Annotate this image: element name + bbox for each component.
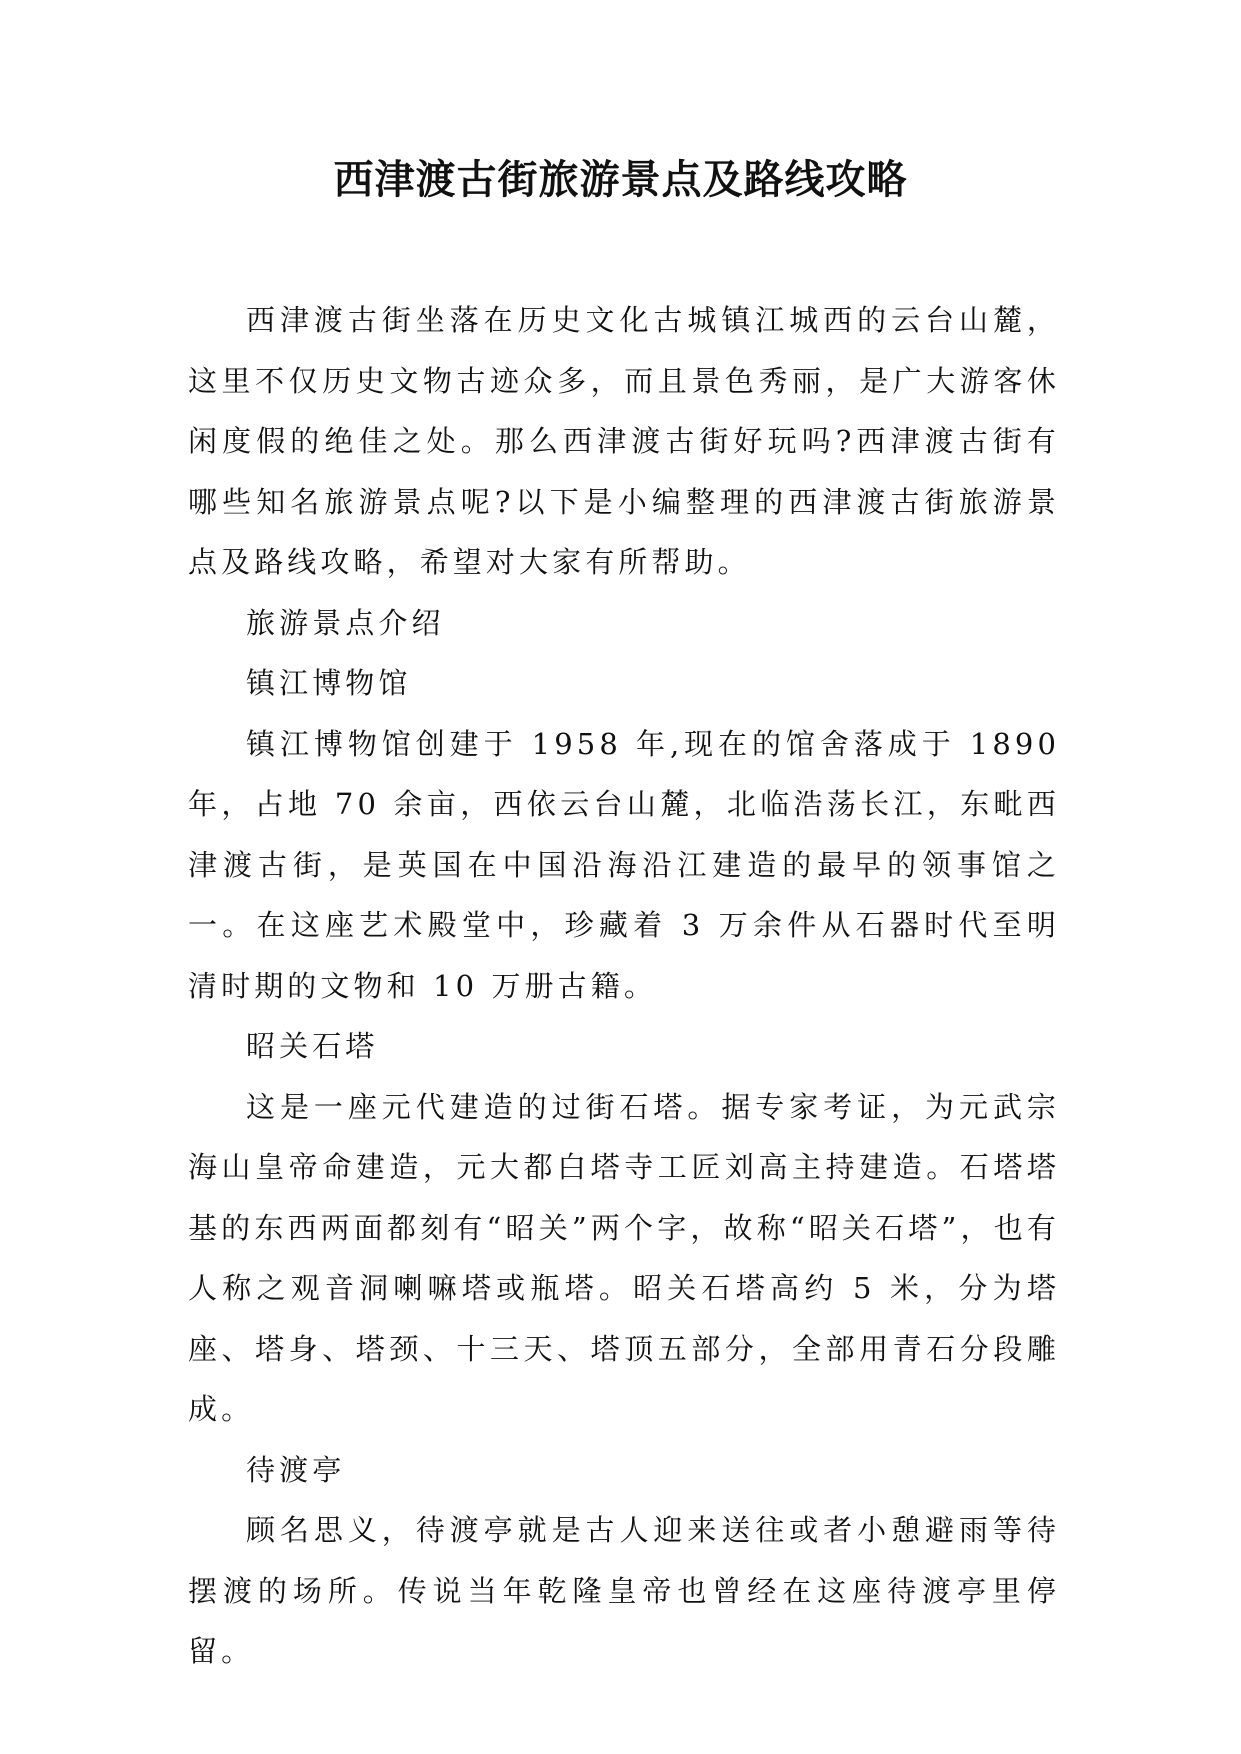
pavilion-paragraph: 顾名思义，待渡亭就是古人迎来送往或者小憩避雨等待摆渡的场所。传说当年乾隆皇帝也曾经在这座待渡亭里停留。	[188, 1513, 1060, 1668]
museum-paragraph: 镇江博物馆创建于 1958 年,现在的馆舍落成于 1890 年，占地 70 余亩，西依云台山麓，北临浩荡长江，东毗西津渡古街，是英国在中国沿海沿江建造的最早的领事馆之一。在这座艺术殿堂中，珍藏着 3 万余件从石器时代至明清时期的文物和 10 万册古籍。	[188, 726, 1060, 1003]
pagoda-paragraph: 这是一座元代建造的过街石塔。据专家考证，为元武宗海山皇帝命建造，元大都白塔寺工匠刘高主持建造。石塔塔基的东西两面都刻有“昭关”两个字，故称“昭关石塔”，也有人称之观音洞喇嘛塔或瓶塔。昭关石塔高约 5 米，分为塔座、塔身、塔颈、十三天、塔顶五部分，全部用青石分段雕成。	[188, 1089, 1060, 1426]
section-heading-attractions: 旅游景点介绍	[246, 605, 445, 640]
document-title: 西津渡古街旅游景点及路线攻略	[333, 156, 908, 203]
subheading-zhenjiang-museum: 镇江博物馆	[246, 666, 412, 700]
document-body	[188, 290, 1060, 1682]
intro-paragraph: 西津渡古街坐落在历史文化古城镇江城西的云台山麓，这里不仅历史文物古迹众多，而且景色秀丽，是广大游客休闲度假的绝佳之处。那么西津渡古街好玩吗?西津渡古街有哪些知名旅游景点呢?以下是小编整理的西津渡古街旅游景点及路线攻略，希望对大家有所帮助。	[188, 303, 1060, 579]
subheading-zhaoguan-stone-pagoda: 昭关石塔	[246, 1029, 379, 1063]
subheading-ferry-pavilion: 待渡亭	[246, 1452, 346, 1487]
